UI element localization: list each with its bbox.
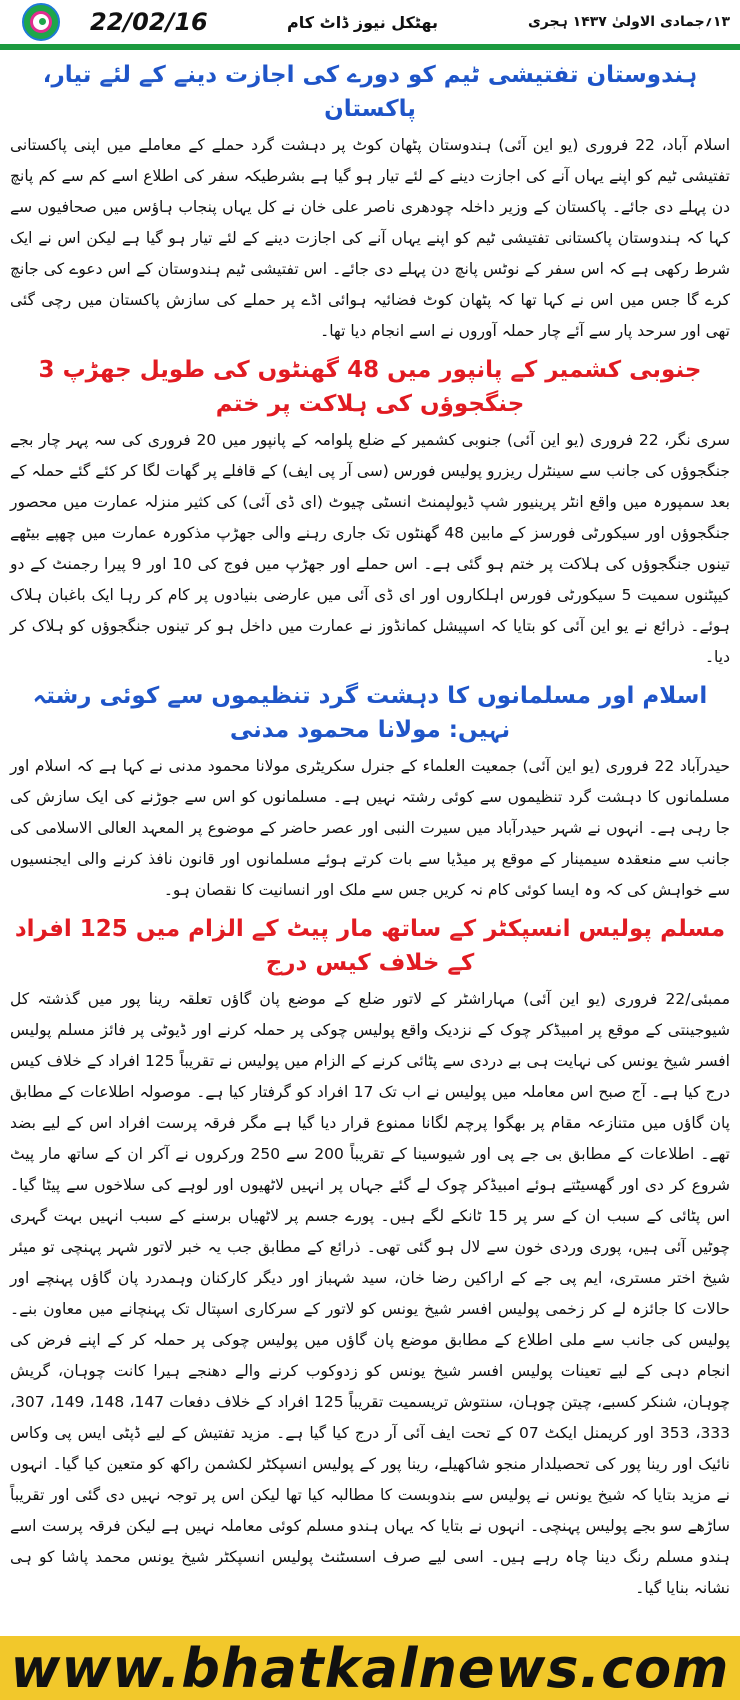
article-madani-statement bbox=[10, 679, 730, 906]
article-pampore-encounter bbox=[10, 353, 730, 673]
page-header bbox=[0, 0, 740, 44]
article-body: حیدرآباد 22 فروری (یو این آئی) جمعیت العلماء کے جنرل سکریٹری مولانا محمود مدنی نے کہا ہے کہ اسلام اور مسلمانوں کا دہشت گرد تنظیموں سے کوئی رشتہ نہیں ہے۔ مسلمانوں کو اس سے جوڑنے کی ایک سازش کی جا رہی ہے۔ انہوں نے شہر حیدرآباد میں سیرت النبی اور عصر حاضر کے موضوع پر المعہد العالی الاسلامی کی جانب سے منعقدہ سیمینار کے موقع پر میڈیا سے بات کرتے ہوئے مسلمانوں اور قانون نافذ کرنے والی ایجنسیوں سے خواہش کی کہ وہ ایسا کوئی کام نہ کریں جس سے ملک اور انسانیت کا نقصان ہو۔ bbox=[10, 757, 730, 899]
bhatkalnews-logo-icon bbox=[22, 3, 60, 41]
hijri-date: ۱۳؍جمادی الاولیٰ ۱۴۳۷ ہجری bbox=[527, 14, 730, 30]
header-divider bbox=[0, 44, 740, 50]
site-name: بھٹکل نیوز ڈاٹ کام bbox=[287, 12, 438, 32]
article-headline: اسلام اور مسلمانوں کا دہشت گرد تنظیموں سے کوئی رشتہ نہیں: مولانا محمود مدنی bbox=[32, 683, 708, 743]
article-body: سری نگر، 22 فروری (یو این آئی) جنوبی کشمیر کے ضلع پلوامہ کے پانپور میں 20 فروری کی سہ پہر چار بجے جنگجوؤں کی جانب سے سینٹرل ریزرو پولیس فورس (سی آر پی ایف) کے قافلے پر گھات لگا کر کئے گئے حملہ کے بعد سمپورہ میں واقع انٹر پرینیور شپ ڈیولپمنٹ انسٹی چیوٹ (ای ڈی آئی) کی کثیر منزلہ عمارت میں محصور جنگجوؤں اور سیکورٹی فورسز کے مابین 48 گھنٹوں تک جاری رہنے والی جھڑپ مذکورہ عمارت میں چھپے بیٹھے تینوں جنگجوؤں کی ہلاکت پر ختم ہو گئی ہے۔ اس حملے اور جھڑپ میں فوج کی 10 اور 9 پیرا رجمنٹ کے دو کیپٹنوں سمیت 5 سیکورٹی فورس اہلکاروں اور ای ڈی آئی میں عارضی بنیادوں پر کام کر رہا ایک باغبان ہلاک ہوئے۔ ذرائع نے یو این آئی کو بتایا کہ اسپیشل کمانڈوز نے عمارت میں داخل ہو کر تینوں جنگجوؤں کو ہلاک کر دیا۔ bbox=[10, 431, 730, 666]
article-headline: ہندوستان تفتیشی ٹیم کو دورے کی اجازت دینے کے لئے تیار، پاکستان bbox=[42, 62, 698, 122]
article-police-inspector-assault bbox=[10, 912, 730, 1604]
article-headline: جنوبی کشمیر کے پانپور میں 48 گھنٹوں کی طویل جھڑپ 3 جنگجوؤں کی ہلاکت پر ختم bbox=[38, 357, 702, 417]
website-link[interactable]: www.bhatkalnews.com bbox=[10, 1636, 730, 1700]
article-body: ممبئی/22 فروری (یو این آئی) مہاراشٹر کے لاتور ضلع کے موضع پان گاؤں تعلقہ رینا پور میں گذشتہ کل شیوجینتی کے موقع پر امبیڈکر چوک کے نزدیک واقع پولیس چوکی پر حملہ کرنے اور ڈیوٹی پر فائز مسلم پولیس افسر شیخ یونس کی نہایت ہی بے دردی سے پٹائی کرنے کے الزام میں پولیس نے تقریباً 125 افراد کے خلاف کیس درج کیا ہے۔ آج صبح اس معاملہ میں پولیس نے اب تک 17 افراد کو گرفتار کیا ہے۔ موصولہ اطلاعات کے مطابق پان گاؤں میں متنازعہ مقام پر بھگوا پرچم لگانا ممنوع قرار دیا گیا ہے مگر فرقہ پرست افراد اس کے لیے بضد تھے۔ اطلاعات کے مطابق بی جے پی اور شیوسینا کے تقریباً 200 سے 250 ورکروں نے آکر ان کے ساتھ مار پیٹ شروع کر دی اور گھسیٹتے ہوئے امبیڈکر چوک لے گئے جہاں پر انہیں لاٹھیوں اور لوہے کی سلاخوں سے پیٹا گیا۔ اس پٹائی کے سبب ان کے سر پر 15 ٹانکے لگے ہیں۔ پورے جسم پر لاٹھیاں برسنے کے سبب انہیں بہت گہری چوٹیں آئی ہیں، پوری وردی خون سے لال ہو گئی تھی۔ ذرائع کے مطابق جب یہ خبر لاتور شہر پہنچی تو میئر شیخ اختر مستری، ایم پی جے کے اراکین رضا خان، سید شہباز اور دیگر کارکنان وہمدرد پان گاؤں پہنچے اور حالات کا جائزہ لے کر زخمی پولیس افسر شیخ یونس کو لاتور کے سرکاری اسپتال تک پہنچانے میں معاون بنے۔ پولیس کی جانب سے ملی اطلاع کے مطابق موضع پان گاؤں میں پولیس چوکی پر حملہ کر کے اپنے فرض کی انجام دہی کے لیے تعینات پولیس افسر شیخ یونس کو زدوکوب کرنے والے دھنجے ہیرا کانت چوہان، گریش چوہان، شنکر کسبے، چیتن چوہان، سنتوش تریسمیت تقریباً 125 افراد کے خلاف دفعات 147، 148، 149، 307، 333، 353 اور کریمنل ایکٹ 07 کے تحت ایف آئی آر درج کیا گیا ہے۔ مزید تفتیش کے لیے ڈپٹی ایس پی وکاس نائیک اور رینا پور کی تحصیلدار منجو شاکھیلے، رینا پور کے پولیس انسپکٹر لکشمن راکھ کو متعین کیا گیا۔ انہوں نے مزید بتایا کہ شیخ یونس نے پولیس سے بندوبست کا مطالبہ کیا تھا لیکن اس پر توجہ نہیں دی گئی اور تقریباً ساڑھے سو بجے پولیس پہنچی۔ انہوں نے بتایا کہ یہاں ہندو مسلم کوئی معاملہ نہیں ہے لیکن فرقہ پرست اسے ہندو مسلم رنگ دینا چاہ رہے ہیں۔ اسی لیے صرف اسسٹنٹ پولیس انسپکٹر شیخ یونس محمد پاشا کو ہی نشانہ بنایا گیا۔ bbox=[10, 990, 731, 1597]
articles-column bbox=[0, 52, 740, 1604]
article-pakistan-probe-team bbox=[10, 58, 730, 347]
issue-date: 22/02/16 bbox=[90, 8, 208, 36]
article-body: اسلام آباد، 22 فروری (یو این آئی) ہندوستان پٹھان کوٹ پر دہشت گرد حملے کے معاملے میں اپنی پاکستانی تفتیشی ٹیم کو اپنے یہاں آنے کی اجازت دینے کے لئے تیار ہو گیا ہے بشرطیکہ سفر کی اطلاع اسے کم سے کم پانچ دن پہلے دی جائے۔ پاکستان کے وزیر داخلہ چودھری ناصر علی خان نے کل یہاں پنجاب ہاؤس میں صحافیوں سے کہا کہ ہندوستان پاکستانی تفتیشی ٹیم کو اپنے یہاں آنے کی اجازت دینے کے لئے تیار ہو گیا ہے لیکن اس نے ایک شرط رکھی ہے کہ اس سفر کے نوٹس پانچ دن پہلے دی جائے۔ اس تفتیشی ٹیم ہندوستان کے اس دعوے کی جانچ کرے گا جس میں اس نے کہا تھا کہ پٹھان کوٹ فضائیہ ہوائی اڈے پر حملے کی سازش پاکستان میں رچی گئی تھی اور سرحد پار سے آئے چار حملہ آوروں نے اسے انجام دیا تھا۔ bbox=[10, 136, 730, 340]
article-headline: مسلم پولیس انسپکٹر کے ساتھ مار پیٹ کے الزام میں 125 افراد کے خلاف کیس درج bbox=[14, 916, 726, 976]
footer-banner bbox=[0, 1636, 740, 1700]
